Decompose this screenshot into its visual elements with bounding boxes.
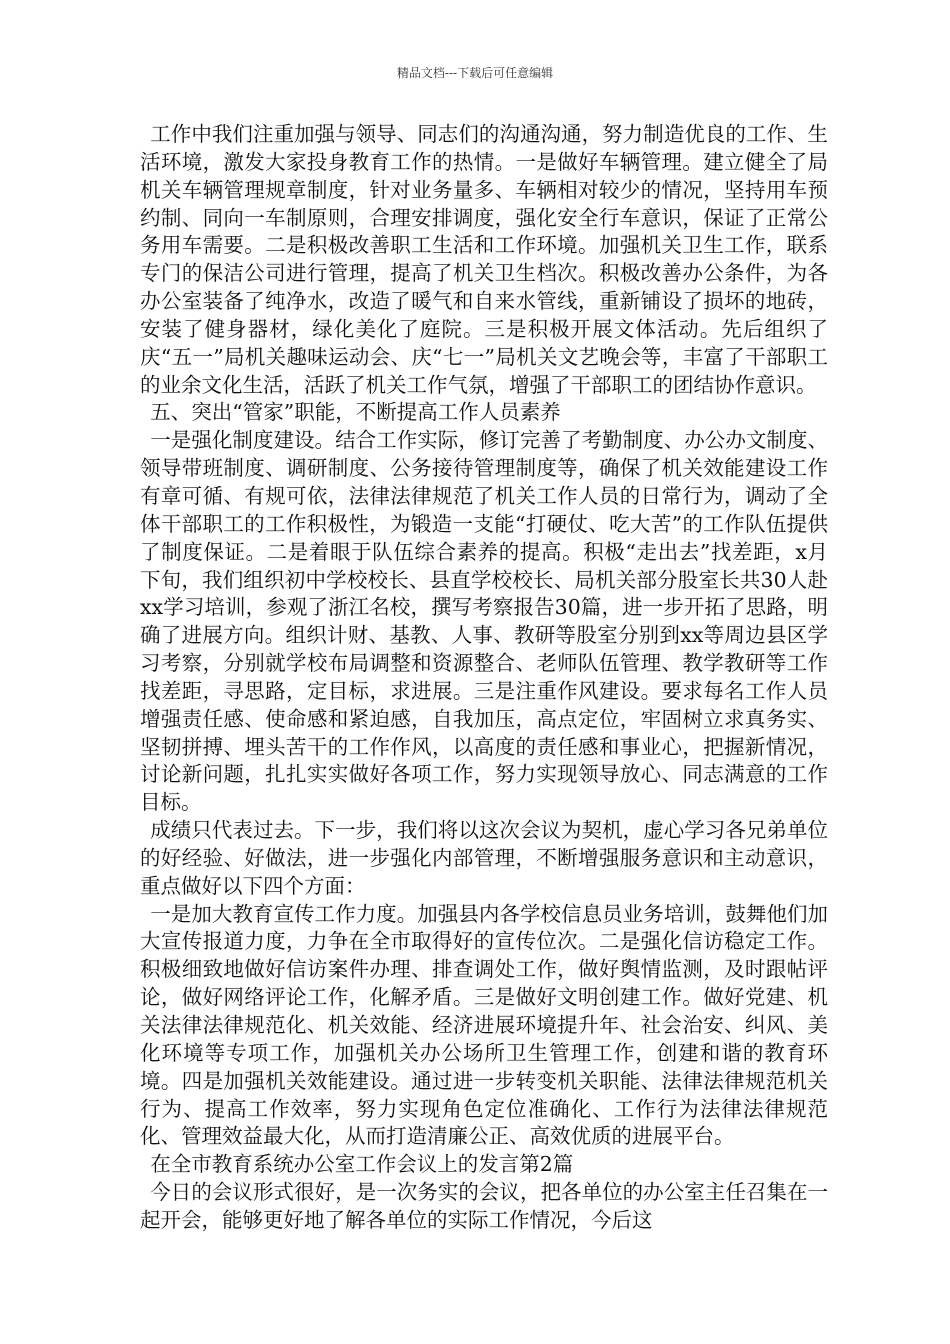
section-heading-five: 五、突出“管家”职能，不断提高工作人员素养: [150, 400, 561, 425]
document-body: [140, 121, 828, 1235]
page-header: 精品文档---下载后可任意编辑: [396, 66, 554, 80]
paragraph-meeting-intro: 今日的会议形式很好，是一次务实的会议，把各单位的办公室主任召集在一起开会，能够更好地了解各单位的实际工作情况，今后这: [140, 1180, 828, 1232]
paragraph-system-building: 一是强化制度建设。结合工作实际，修订完善了考勤制度、办公办文制度、领导带班制度、调研制度、公务接待管理制度等，确保了机关效能建设工作有章可循、有规可依，法律法律规范了机关工作人员的日常行为，调动了全体干部职工的工作积极性，为锻造一支能“打硬仗、吃大苦”的工作队伍提供了制度保证。二是着眼于队伍综合素养的提高。积极“走出去”找差距，x月下旬，我们组织初中学校校长、县直学校校长、局机关部分股室长共30人赴xx学习培训，参观了浙江名校，撰写考察报告30篇，进一步开拓了思路，明确了进展方向。组织计财、基教、人事、教研等股室分别到xx等周边县区学习考察，分别就学校布局调整和资源整合、老师队伍管理、教学教研等工作找差距，寻思路，定目标，求进展。三是注重作风建设。要求每名工作人员增强责任感、使命感和紧迫感，自我加压，高点定位，牢固树立求真务实、坚韧拼搏、埋头苦干的工作作风，以高度的责任感和事业心，把握新情况，讨论新问题，扎扎实实做好各项工作，努力实现领导放心、同志满意的工作目标。: [140, 428, 828, 815]
article-title-part-2: 在全市教育系统办公室工作会议上的发言第2篇: [150, 1152, 574, 1177]
paragraph-work-environment: 工作中我们注重加强与领导、同志们的沟通沟通，努力制造优良的工作、生活环境，激发大家投身教育工作的热情。一是做好车辆管理。建立健全了局机关车辆管理规章制度，针对业务量多、车辆相对较少的情况，坚持用车预约制、同向一车制原则，合理安排调度，强化安全行车意识，保证了正常公务用车需要。二是积极改善职工生活和工作环境。加强机关卫生工作，联系专门的保洁公司进行管理，提高了机关卫生档次。积极改善办公条件，为各办公室装备了纯净水，改造了暖气和自来水管线，重新铺设了损坏的地砖，安装了健身器材，绿化美化了庭院。三是积极开展文体活动。先后组织了庆“五一”局机关趣味运动会、庆“七一”局机关文艺晚会等，丰富了干部职工的业余文化生活，活跃了机关工作气氛，增强了干部职工的团结协作意识。: [140, 122, 828, 397]
paragraph-next-steps: 成绩只代表过去。下一步，我们将以这次会议为契机，虚心学习各兄弟单位的好经验、好做法，进一步强化内部管理，不断增强服务意识和主动意识，重点做好以下四个方面：: [140, 818, 828, 898]
paragraph-four-aspects: 一是加大教育宣传工作力度。加强县内各学校信息员业务培训，鼓舞他们加大宣传报道力度，力争在全市取得好的宣传位次。二是强化信访稳定工作。积极细致地做好信访案件办理、排查调处工作，做好舆情监测，及时跟帖评论，做好网络评论工作，化解矛盾。三是做好文明创建工作。做好党建、机关法律法律规范化、机关效能、经济进展环境提升年、社会治安、纠风、美化环境等专项工作，加强机关办公场所卫生管理工作，创建和谐的教育环境。四是加强机关效能建设。通过进一步转变机关职能、法律法律规范机关行为、提高工作效率，努力实现角色定位准确化、工作行为法律法律规范化、管理效益最大化，从而打造清廉公正、高效优质的进展平台。: [140, 901, 828, 1149]
